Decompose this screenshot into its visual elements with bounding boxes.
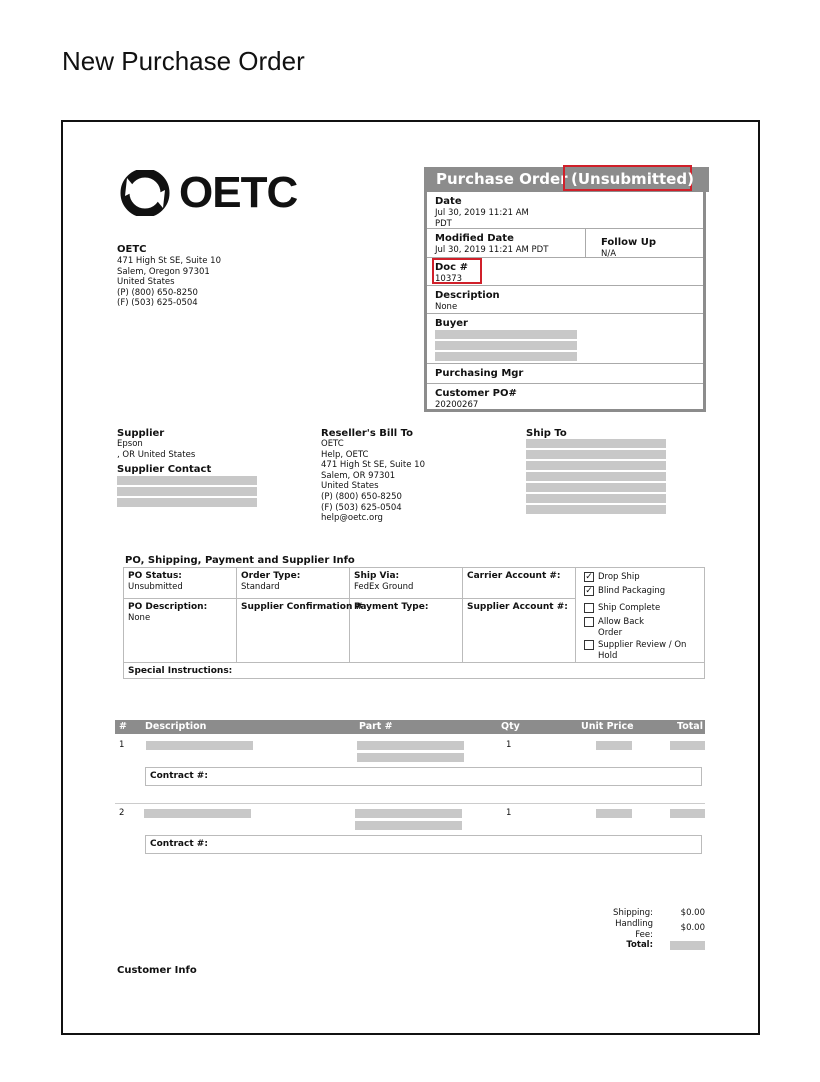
date-label: Date xyxy=(435,196,462,207)
redacted-field xyxy=(355,821,462,830)
po-info-grid xyxy=(123,567,705,679)
shipping-value: $0.00 xyxy=(680,908,705,918)
checkbox-checked-icon[interactable]: ✓ xyxy=(585,572,593,582)
option-supplier-review[interactable] xyxy=(584,640,704,661)
redacted-field xyxy=(526,505,666,514)
ship-via-label: Ship Via: xyxy=(354,571,400,581)
contract-label: Contract #: xyxy=(150,839,208,849)
redacted-field xyxy=(117,487,257,496)
redacted-field xyxy=(117,498,257,507)
supplier-account-label: Supplier Account #: xyxy=(467,602,568,612)
line-item-num: 1 xyxy=(119,740,125,750)
carrier-account-cell xyxy=(463,568,576,598)
po-date-row xyxy=(427,192,703,229)
redacted-field xyxy=(435,330,577,339)
checkbox-icon[interactable] xyxy=(584,640,594,650)
ship-via-value: FedEx Ground xyxy=(354,582,414,592)
row-separator xyxy=(115,803,705,804)
vendor-address-line: (P) (800) 650-8250 xyxy=(117,287,198,298)
redacted-field xyxy=(596,741,632,750)
col-part: Part # xyxy=(359,721,393,732)
po-title: Purchase Order xyxy=(436,170,568,188)
bill-to-line: United States xyxy=(321,481,379,492)
redacted-field xyxy=(596,809,632,818)
redacted-field xyxy=(526,450,666,459)
po-customer-po-row xyxy=(427,384,703,411)
contract-number-box xyxy=(145,835,702,854)
shipping-label: Shipping: xyxy=(613,908,653,918)
modified-date-value: Jul 30, 2019 11:21 AM PDT xyxy=(435,245,549,255)
bill-to-section xyxy=(321,428,481,524)
redacted-field xyxy=(670,941,705,950)
option-label: Ship Complete xyxy=(598,603,661,613)
purchase-order-document xyxy=(61,120,760,1035)
ship-to-label: Ship To xyxy=(526,428,567,439)
redacted-field xyxy=(526,494,666,503)
bill-to-line: (P) (800) 650-8250 xyxy=(321,491,402,502)
oetc-logo xyxy=(117,170,297,216)
redacted-field xyxy=(355,809,462,818)
supplier-confirmation-cell xyxy=(237,598,364,662)
order-type-label: Order Type: xyxy=(241,571,301,581)
redacted-field xyxy=(435,352,577,361)
purchasing-mgr-label: Purchasing Mgr xyxy=(435,368,524,379)
followup-value: N/A xyxy=(601,249,617,259)
line-item-num: 2 xyxy=(119,808,125,818)
total-label: Total: xyxy=(626,940,653,950)
po-modified-row xyxy=(427,229,703,258)
vendor-address-line: 471 High St SE, Suite 10 xyxy=(117,256,221,266)
option-allow-back-order[interactable] xyxy=(584,617,704,638)
col-qty: Qty xyxy=(501,721,520,732)
po-doc-row xyxy=(427,258,703,286)
page-title: New Purchase Order xyxy=(62,46,305,76)
supplier-label: Supplier xyxy=(117,428,165,439)
po-description-value: None xyxy=(128,613,151,623)
redacted-field xyxy=(144,809,251,818)
ship-via-cell xyxy=(350,568,463,598)
option-drop-ship[interactable] xyxy=(584,572,704,583)
doc-number-label: Doc # xyxy=(435,262,468,273)
line-item-qty: 1 xyxy=(506,808,512,818)
order-type-cell xyxy=(237,568,350,598)
supplier-account-cell xyxy=(463,598,576,662)
followup-cell xyxy=(593,233,656,260)
redacted-field xyxy=(526,461,666,470)
modified-date-label: Modified Date xyxy=(435,233,514,244)
redacted-field xyxy=(146,741,253,750)
redacted-field xyxy=(357,753,464,762)
po-status-value: Unsubmitted xyxy=(128,582,183,592)
po-status-label: PO Status: xyxy=(128,571,182,581)
checkbox-checked-icon[interactable]: ✓ xyxy=(585,586,593,596)
redacted-field xyxy=(435,341,577,350)
option-blind-packaging[interactable] xyxy=(584,586,704,597)
date-value: Jul 30, 2019 11:21 AM xyxy=(435,208,529,218)
po-description-row xyxy=(427,286,703,314)
bill-to-line: OETC xyxy=(321,439,344,449)
po-purchasing-mgr-row xyxy=(427,364,703,384)
option-ship-complete[interactable] xyxy=(584,603,704,614)
carrier-account-label: Carrier Account #: xyxy=(467,571,561,581)
line-item-qty: 1 xyxy=(506,740,512,750)
description-value: None xyxy=(435,302,458,312)
customer-po-value: 20200267 xyxy=(435,400,479,410)
vendor-address-line: (F) (503) 625-0504 xyxy=(117,298,198,309)
col-description: Description xyxy=(145,721,207,732)
redacted-field xyxy=(526,472,666,481)
po-description-cell xyxy=(124,598,237,662)
buyer-label: Buyer xyxy=(435,318,468,329)
contract-label: Contract #: xyxy=(150,771,208,781)
ship-to-section xyxy=(526,428,676,514)
vendor-name: OETC xyxy=(117,244,147,255)
doc-number-highlight xyxy=(432,258,482,284)
info-section-title: PO, Shipping, Payment and Supplier Info xyxy=(125,555,355,566)
vendor-address-line: Salem, Oregon 97301 xyxy=(117,266,210,277)
redacted-field xyxy=(670,741,705,750)
checkbox-icon[interactable] xyxy=(584,617,594,627)
grid-line xyxy=(124,662,704,663)
bill-to-line: (F) (503) 625-0504 xyxy=(321,502,402,513)
cell-divider xyxy=(585,229,586,257)
doc-number-value: 10373 xyxy=(435,274,463,284)
po-header xyxy=(424,167,709,192)
payment-type-label: Payment Type: xyxy=(354,602,429,612)
contract-number-box xyxy=(145,767,702,786)
special-instructions-label: Special Instructions: xyxy=(128,666,233,676)
col-unit-price: Unit Price xyxy=(581,721,634,732)
redacted-field xyxy=(526,483,666,492)
supplier-contact-label: Supplier Contact xyxy=(117,464,212,476)
description-label: Description xyxy=(435,290,500,301)
redacted-field xyxy=(526,439,666,448)
option-label: Supplier Review / On Hold xyxy=(598,640,687,661)
col-num: # xyxy=(119,721,127,732)
po-status-highlight: (Unsubmitted) xyxy=(563,165,692,191)
po-description-label: PO Description: xyxy=(128,602,208,612)
vendor-address-line: United States xyxy=(117,277,175,288)
handling-value: $0.00 xyxy=(680,923,705,933)
po-summary-box xyxy=(424,167,706,412)
bill-to-line: help@oetc.org xyxy=(321,513,383,524)
redacted-field xyxy=(117,476,257,485)
po-buyer-row xyxy=(427,314,703,364)
supplier-confirmation-label: Supplier Confirmation # xyxy=(241,602,364,612)
supplier-section xyxy=(117,428,267,507)
col-total: Total xyxy=(677,721,703,732)
payment-type-cell xyxy=(350,598,463,662)
supplier-location: , OR United States xyxy=(117,449,196,460)
followup-label: Follow Up xyxy=(601,237,657,248)
option-label: Blind Packaging xyxy=(598,586,666,596)
customer-po-label: Customer PO# xyxy=(435,388,517,399)
customer-info-label: Customer Info xyxy=(117,965,197,976)
logo-wordmark: OETC xyxy=(179,168,298,217)
option-label: Allow Back Order xyxy=(598,617,645,638)
redacted-field xyxy=(357,741,464,750)
checkbox-icon[interactable] xyxy=(584,603,594,613)
order-type-value: Standard xyxy=(241,582,280,592)
date-tz: PDT xyxy=(435,218,452,229)
oetc-logo-icon xyxy=(117,170,173,216)
bill-to-line: 471 High St SE, Suite 10 xyxy=(321,460,425,471)
handling-label: Handling Fee: xyxy=(615,919,653,940)
po-status-cell xyxy=(124,568,237,598)
bill-to-label: Reseller's Bill To xyxy=(321,428,414,439)
supplier-name: Epson xyxy=(117,439,143,449)
bill-to-line: Salem, OR 97301 xyxy=(321,470,396,481)
bill-to-line: Help, OETC xyxy=(321,449,369,460)
vendor-address xyxy=(117,244,221,309)
redacted-field xyxy=(670,809,705,818)
option-label: Drop Ship xyxy=(598,572,640,582)
line-items-header xyxy=(115,720,705,734)
